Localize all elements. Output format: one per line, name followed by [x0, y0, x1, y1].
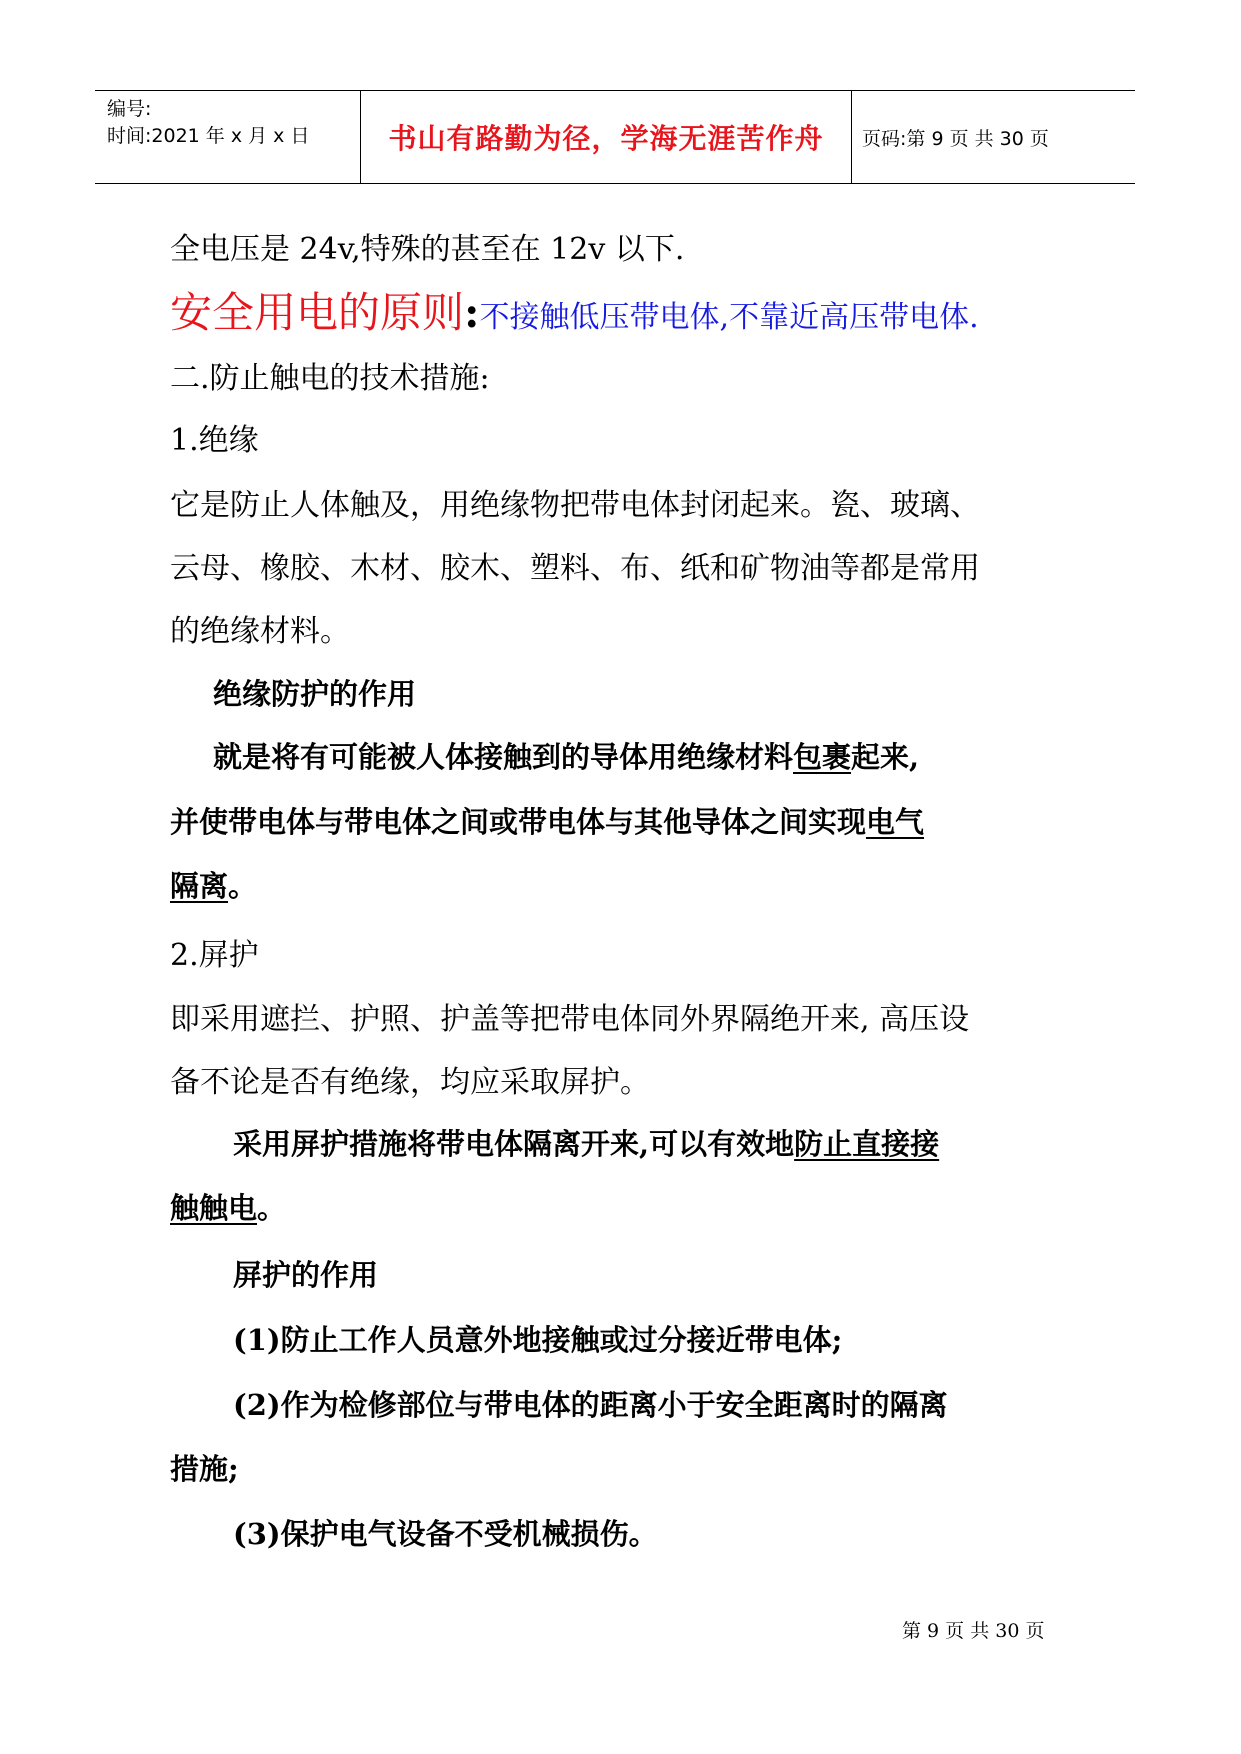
shielding-role-1: (1)防止工作人员意外地接触或过分接近带电体;: [233, 1323, 843, 1357]
body-line-11-b: 。: [228, 869, 258, 903]
shielding-role-heading: 屏护的作用: [233, 1258, 379, 1292]
body-line-9: [213, 735, 919, 776]
header-page-info: 页码:第 9 页 共 30 页: [862, 127, 1049, 150]
body-line-7: 的绝缘材料。: [170, 614, 350, 649]
body-line-9-underline: 包裹: [793, 740, 852, 774]
insulation-role-heading: 绝缘防护的作用: [213, 677, 417, 711]
body-line-6: 云母、橡胶、木材、胶木、塑料、布、纸和矿物油等都是常用: [170, 551, 980, 586]
page-header: [95, 90, 1135, 184]
header-page-cell: [850, 91, 1135, 183]
safety-principle-text: 不接触低压带电体,不靠近高压带电体.: [479, 300, 979, 335]
header-meta: [95, 91, 360, 183]
section-heading-2: [170, 353, 490, 397]
body-line-9-b: 起来,: [851, 740, 920, 774]
body-line-16-underline: 触触电: [170, 1191, 258, 1225]
body-line-15: [233, 1122, 939, 1163]
page-footer: 第 9 页 共 30 页: [902, 1620, 1045, 1642]
safety-principle-colon: :: [464, 288, 480, 337]
body-line-5: 它是防止人体触及，用绝缘物把带电体封闭起来。瓷、玻璃、: [170, 488, 980, 523]
body-line-10-a: 并使带电体与带电体之间或带电体与其他导体之间实现: [170, 805, 867, 839]
body-line-1: 全电压是 24v,特殊的甚至在 12v 以下.: [170, 232, 685, 267]
shielding-role-2-cont: 措施;: [170, 1452, 239, 1486]
body-line-15-underline: 防止直接接: [794, 1127, 940, 1161]
body-line-10-underline: 电气: [866, 805, 925, 839]
header-time-label: 时间:2021 年 x 月 x 日: [107, 125, 310, 147]
header-motto: 书山有路勤为径，学海无涯苦作舟: [388, 122, 824, 155]
header-motto-cell: [360, 91, 852, 183]
safety-principle-line: [170, 280, 979, 340]
body-line-16: [170, 1186, 286, 1227]
header-number-label: 编号:: [107, 98, 152, 120]
body-line-10: [170, 800, 924, 841]
body-line-11: [170, 864, 257, 905]
body-line-14: 备不论是否有绝缘，均应采取屏护。: [170, 1065, 650, 1100]
shielding-role-2: (2)作为检修部位与带电体的距离小于安全距离时的隔离: [233, 1388, 948, 1422]
shielding-role-3: (3)保护电气设备不受机械损伤。: [233, 1517, 658, 1551]
subheading-shielding: 2.屏护: [170, 938, 259, 973]
body-line-11-underline: 隔离: [170, 869, 229, 903]
body-line-15-a: 采用屏护措施将带电体隔离开来,可以有效地: [233, 1127, 795, 1161]
body-line-16-b: 。: [257, 1191, 287, 1225]
subheading-insulation: 1.绝缘: [170, 423, 259, 458]
safety-principle-title: 安全用电的原则: [170, 288, 465, 337]
body-line-13: 即采用遮拦、护照、护盖等把带电体同外界隔绝开来, 高压设: [170, 1002, 970, 1037]
body-line-9-a: 就是将有可能被人体接触到的导体用绝缘材料: [213, 740, 794, 774]
section-heading-2-text: 二.防止触电的技术措施:: [170, 361, 490, 396]
